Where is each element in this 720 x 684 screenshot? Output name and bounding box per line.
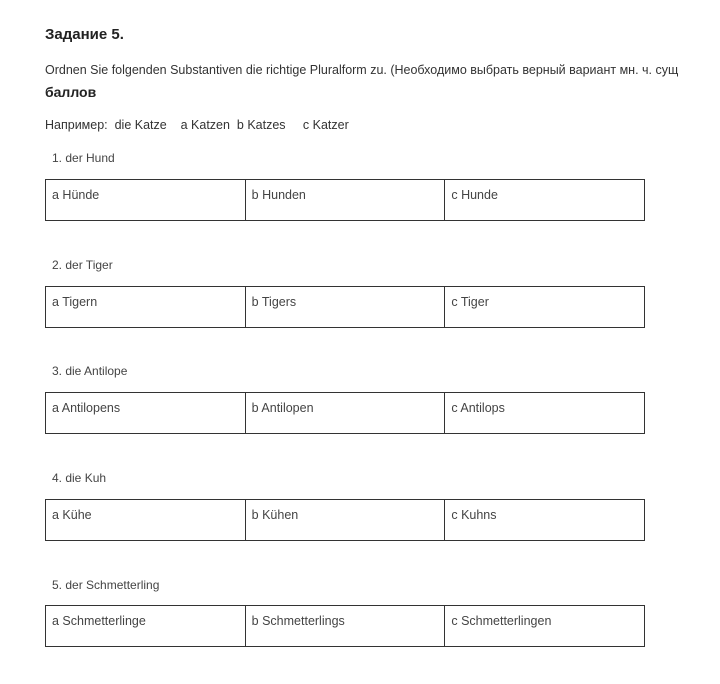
question-3-options	[45, 392, 645, 434]
question-4-options	[45, 499, 645, 541]
question-1-label: 1. der Hund	[52, 151, 115, 165]
question-1-option-a[interactable]: a Hünde	[46, 180, 246, 220]
question-2-options	[45, 286, 645, 328]
question-2-option-c[interactable]: c Tiger	[451, 295, 489, 309]
question-5-options	[45, 605, 645, 647]
question-4-option-a[interactable]: a Kühe	[46, 500, 246, 540]
question-4-option-b[interactable]: b Kühen	[246, 500, 446, 540]
question-4-option-c[interactable]: c Kuhns	[451, 508, 497, 522]
question-2-label: 2. der Tiger	[52, 258, 113, 272]
task-example: Например: die Katze a Katzen b Katzes c Katzer	[45, 118, 349, 132]
task-title: Задание 5.	[45, 26, 124, 43]
question-5-option-b[interactable]: b Schmetterlings	[246, 606, 446, 646]
question-4-label: 4. die Kuh	[52, 471, 107, 485]
question-5-option-c[interactable]: c Schmetterlingen	[451, 614, 552, 628]
question-3-option-c[interactable]: c Antilops	[451, 401, 505, 415]
question-1-option-c[interactable]: c Hunde	[451, 188, 498, 202]
question-3-option-b[interactable]: b Antilopen	[246, 393, 446, 433]
question-1-options	[45, 179, 645, 221]
question-5-option-a[interactable]: a Schmetterlinge	[46, 606, 246, 646]
question-3-option-a[interactable]: a Antilopens	[46, 393, 246, 433]
question-5-label: 5. der Schmetterling	[52, 578, 160, 592]
question-1-option-b[interactable]: b Hunden	[246, 180, 446, 220]
task-points-label: баллов	[45, 84, 97, 100]
question-2-option-b[interactable]: b Tigers	[246, 287, 446, 327]
question-3-label: 3. die Antilope	[52, 364, 128, 378]
question-2-option-a[interactable]: a Tigern	[46, 287, 246, 327]
task-instruction: Ordnen Sie folgenden Substantiven die richtige Pluralform zu. (Необходимо выбрать верный вариант мн. ч. сущ	[45, 63, 679, 77]
